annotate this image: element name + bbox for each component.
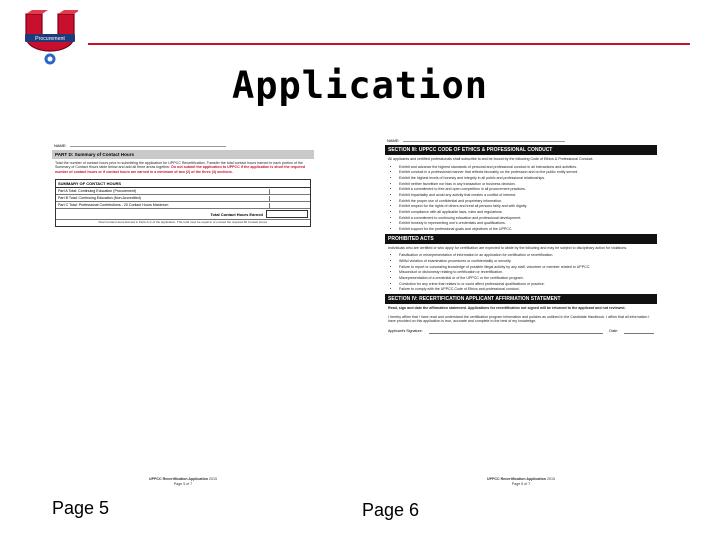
list-item: • Exhibit honesty in representing one's credentials and qualifications. xyxy=(399,221,654,225)
page-6-thumbnail xyxy=(385,138,657,488)
instructions-warning: Do not submit the application to UPPCC if the application is short the required number of contact hours or if contact hours are earned in a minimum of two (2) of the three (3) sections. xyxy=(55,165,306,174)
footer-year: 2015 xyxy=(208,477,217,482)
summary-row-cell xyxy=(269,203,310,208)
list-item: • Misrepresentation of a credential or of the UPPCC or the certification program. xyxy=(399,276,654,280)
list-item: • Failure to comply with the UPPCC Code of Ethics and professional conduct. xyxy=(399,287,654,291)
list-item: • Exhibit impartiality and avoid any activity that creates a conflict of interest. xyxy=(399,193,654,197)
instructions xyxy=(52,159,314,176)
list-item: • Exhibit neither favoritism nor bias in any transaction or business decision. xyxy=(399,182,654,186)
list-item: • Misconduct or dishonesty relating to certification or recertification. xyxy=(399,270,654,274)
summary-row xyxy=(56,202,310,209)
page-6-footer xyxy=(385,477,657,486)
total-label: Total Contact Hours Earned xyxy=(210,211,263,217)
list-item: • Exhibit the highest levels of honesty and integrity in all public and professional relationships. xyxy=(399,176,654,180)
procurement-u-logo xyxy=(22,10,78,68)
list-item: • Exhibit support for the professional goals and objectives of the UPPCC. xyxy=(399,227,654,231)
list-item: • Exhibit respect for the rights of others and treat all persons fairly and with dignity. xyxy=(399,204,654,208)
logo-text: Procurement xyxy=(35,36,65,42)
list-item: • Exhibit the proper use of confidential and proprietary information. xyxy=(399,199,654,203)
prohibited-acts-heading: PROHIBITED ACTS xyxy=(385,234,657,244)
list-item: • Exhibit and advance the highest standards of personal and professional conduct in all interactions and activities. xyxy=(399,165,654,169)
footer-title: UPPCC Recertification Application xyxy=(149,477,208,482)
date-line xyxy=(624,329,654,334)
summary-row-cell xyxy=(269,196,310,201)
prohibited-acts-list xyxy=(385,252,657,292)
summary-heading: SUMMARY OF CONTACT HOURS xyxy=(56,180,310,188)
footer-title: UPPCC Recertification Application xyxy=(487,477,546,482)
list-item: • Exhibit conduct in a professional manner that reflects favorably on the profession and on the public entity served. xyxy=(399,170,654,174)
total-note: Total Contact Hours Earned in Parts A-C of the application. This total must be equal to or exceed the required 60 Contact Hours. xyxy=(98,220,268,225)
footer-page-number: Page 5 of 7 xyxy=(173,481,193,486)
signature-row xyxy=(385,326,657,337)
list-item: • Exhibit a commitment to free and open competition in all procurement practices. xyxy=(399,187,654,191)
total-cell xyxy=(266,210,308,218)
summary-table xyxy=(55,179,311,227)
footer-page-number: Page 6 of 7 xyxy=(511,481,531,486)
section-4-intro-text: Read, sign and date the affirmation statement. Applications for recertification not signed will be returned to the applicant and not reviewed. xyxy=(388,306,626,311)
section-4-intro xyxy=(385,304,657,312)
footer-year: 2015 xyxy=(546,477,555,482)
code-of-ethics-list xyxy=(385,164,657,232)
slide-title: Application xyxy=(231,64,489,107)
list-item: • Willful violation of examination procedures or confidentiality or security. xyxy=(399,259,654,263)
header-rule xyxy=(88,43,690,45)
name-label: NAME: xyxy=(54,143,67,148)
name-field xyxy=(52,143,314,148)
section-3-heading: SECTION III: UPPCC CODE OF ETHICS & PROFESSIONAL CONDUCT xyxy=(385,145,657,155)
date-label: Date: xyxy=(609,328,618,333)
summary-row-label: Part A Total: Continuing Education (Procurement) xyxy=(58,188,137,193)
list-item: • Exhibit compliance with all applicable laws, rules and regulations. xyxy=(399,210,654,214)
list-item: • Conviction for any crime that relates to or could affect professional qualifications or practice. xyxy=(399,282,654,286)
summary-row xyxy=(56,195,310,202)
signature-label: Applicant's Signature: xyxy=(388,328,423,333)
total-row xyxy=(56,209,310,220)
section-4-body: I hereby affirm that I have read and understand the certification program information and policies as outlined in the Candidate Handbook. I affirm that all information I have provided on this application is true, accurate and complete to the best of my knowledge. xyxy=(388,314,650,324)
procurement-u-logo-graphic xyxy=(22,10,78,68)
summary-row-cell xyxy=(269,189,310,194)
summary-row xyxy=(56,188,310,195)
page-6-caption: Page 6 xyxy=(362,500,420,520)
name-field xyxy=(385,138,657,143)
section-3-intro: All applicants and certified professionals shall subscribe to and be bound by the following Code of Ethics & Professional Conduct. xyxy=(388,157,594,162)
page-5-footer xyxy=(52,477,314,486)
summary-row-label: Part B Total: Continuing Education (Non-Accredited) xyxy=(58,195,141,200)
prohibited-intro: Individuals who are certified or who apply for certification are expected to abide by the following and may be subject to disciplinary action for violations. xyxy=(388,245,628,250)
instructions-text: Total the number of contact hours prior to submitting the application for UPPCC Recertification. Transfer the total contact hours earned in each portion of the Summary of Contact Hours table below and add all three areas together. xyxy=(55,160,303,170)
list-item: • Exhibit a commitment to continuing education and professional development. xyxy=(399,216,654,220)
list-item: • Falsification or misrepresentation of information in an application for certification or recertification. xyxy=(399,253,654,257)
page-5-thumbnail xyxy=(52,143,314,488)
part-d-heading: PART D: Summary of Contact Hours xyxy=(52,150,314,159)
page-5-caption: Page 5 xyxy=(52,498,110,518)
name-label: NAME: xyxy=(387,138,400,143)
list-item: • Failure to report or concealing knowledge of possible illegal activity by any staff, volunteer or member related to UPPCC. xyxy=(399,265,654,269)
summary-row-label: Part C Total: Professional Contributions - 20 Contact Hours Maximum xyxy=(58,202,169,207)
section-4-heading: SECTION IV: RECERTIFICATION APPLICANT AFFIRMATION STATEMENT xyxy=(385,294,657,304)
signature-line xyxy=(429,329,604,334)
